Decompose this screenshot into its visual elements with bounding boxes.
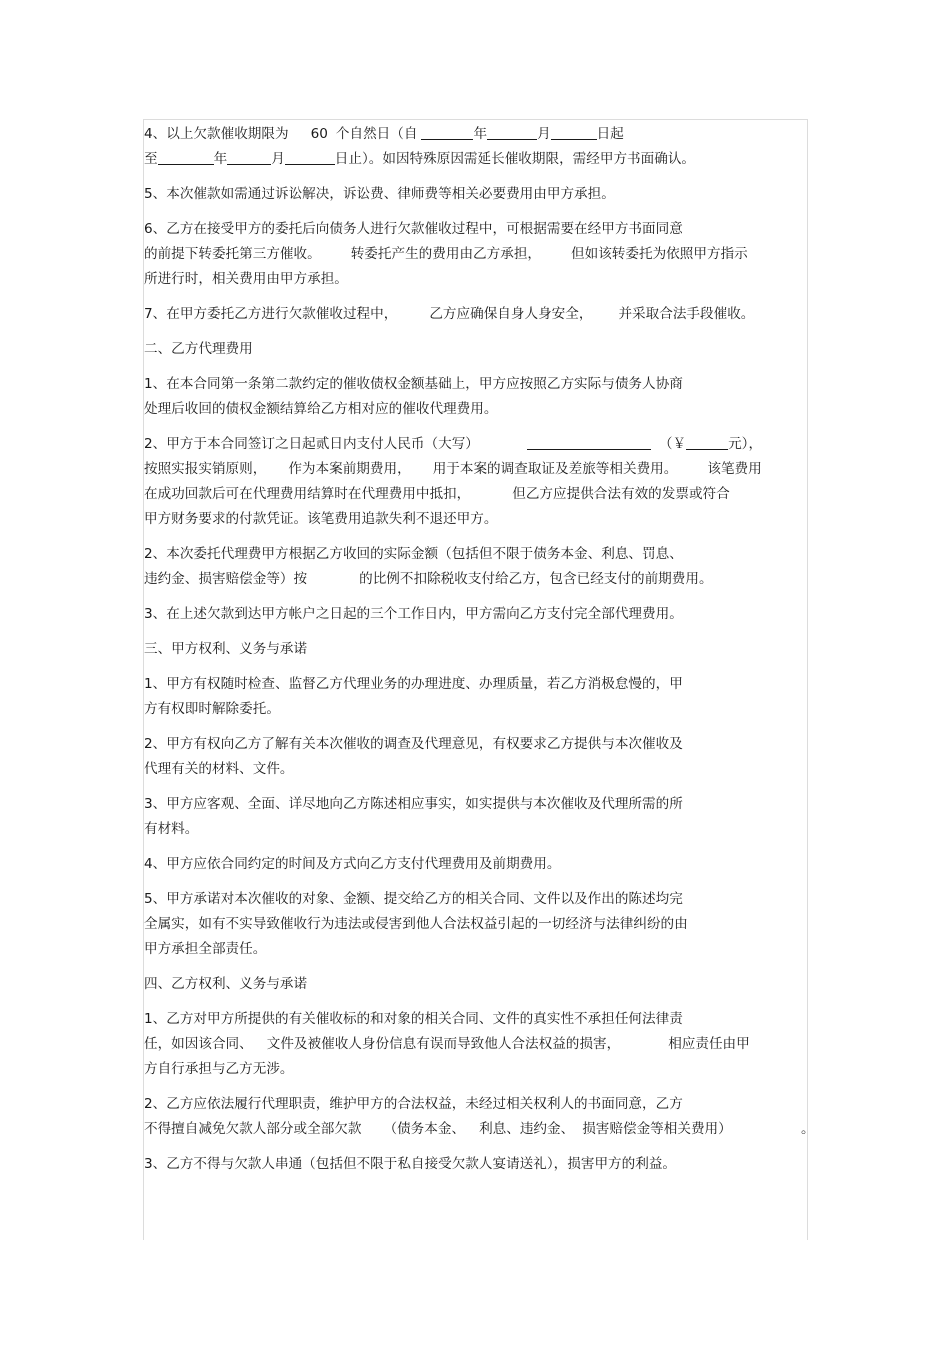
text-line: 至 年 月 日止）。如因特殊原因需延长催收期限，需经甲方书面确认。 — [144, 151, 696, 167]
text-line: 所进行时，相关费用由甲方承担。 — [144, 271, 348, 287]
clause-3-1 — [144, 672, 810, 722]
clause-2-2-prepaid — [144, 432, 810, 532]
section-heading-4 — [144, 972, 810, 997]
text-line: 1、甲方有权随时检查、监督乙方代理业务的办理进度、办理质量，若乙方消极怠慢的，甲 — [144, 676, 683, 692]
text-line: 方自行承担与乙方无涉。 — [144, 1061, 294, 1077]
text-line: 三、甲方权利、义务与承诺 — [144, 641, 308, 657]
blank-field — [227, 150, 271, 165]
text-line: 2、甲方有权向乙方了解有关本次催收的调查及代理意见，有权要求乙方提供与本次催收及 — [144, 736, 683, 752]
clause-2-1 — [144, 372, 810, 422]
text-line: 违约金、损害赔偿金等）按 的比例不扣除税收支付给乙方，包含已经支付的前期费用。 — [144, 571, 713, 587]
contract-page — [144, 122, 815, 1177]
blank-field — [686, 435, 728, 450]
text-line: 4、以上欠款催收期限为 60 个自然日（自 年 月 日起 — [144, 126, 624, 142]
text-line: 任，如因该合同、 文件及被催收人身份信息有误而导致他人合法权益的损害， 相应责任由甲 — [144, 1036, 750, 1052]
blank-field — [527, 435, 651, 450]
clause-3-2 — [144, 732, 810, 782]
clause-3-5 — [144, 887, 810, 962]
blank-field — [487, 125, 537, 140]
text-line: 按照实报实销原则， 作为本案前期费用， 用于本案的调查取证及差旅等相关费用。 该笔费用 — [144, 461, 762, 477]
text-line: 有材料。 — [144, 821, 199, 837]
text-line: 甲方财务要求的付款凭证。该笔费用追款失利不退还甲方。 — [144, 511, 498, 527]
text-line: 四、乙方权利、义务与承诺 — [144, 976, 308, 992]
text-line: 甲方承担全部责任。 — [144, 941, 267, 957]
text-line: 7、在甲方委托乙方进行欠款催收过程中， 乙方应确保自身人身安全， 并采取合法手段催收。 — [144, 306, 755, 322]
text-line: 3、甲方应客观、全面、详尽地向乙方陈述相应事实，如实提供与本次催收及代理所需的所 — [144, 796, 683, 812]
text-line: 3、在上述欠款到达甲方帐户之日起的三个工作日内，甲方需向乙方支付完全部代理费用。 — [144, 606, 683, 622]
text-line: 5、本次催款如需通过诉讼解决，诉讼费、律师费等相关必要费用由甲方承担。 — [144, 186, 615, 202]
clause-1-6 — [144, 217, 810, 292]
blank-field — [551, 125, 597, 140]
clause-1-5 — [144, 182, 810, 207]
text-line: 的前提下转委托第三方催收。 转委托产生的费用由乙方承担， 但如该转委托为依照甲方指示 — [144, 246, 748, 262]
clause-4-2 — [144, 1092, 815, 1142]
clause-4-1 — [144, 1007, 810, 1082]
text-line: 2、乙方应依法履行代理职责，维护甲方的合法权益，未经过相关权利人的书面同意，乙方 — [144, 1096, 683, 1112]
blank-field — [158, 150, 214, 165]
clause-4-3 — [144, 1152, 810, 1177]
text-line: 不得擅自减免欠款人部分或全部欠款 （债务本金、 利息、违约金、 损害赔偿金等相关费用） 。 — [144, 1121, 815, 1137]
text-line: 全属实，如有不实导致催收行为违法或侵害到他人合法权益引起的一切经济与法律纠纷的由 — [144, 916, 688, 932]
text-line: 6、乙方在接受甲方的委托后向债务人进行欠款催收过程中，可根据需要在经甲方书面同意 — [144, 221, 683, 237]
text-line: 2、甲方于本合同签订之日起贰日内支付人民币（大写） （￥ 元）， — [144, 436, 763, 452]
text-line: 在成功回款后可在代理费用结算时在代理费用中抵扣， 但乙方应提供合法有效的发票或符合 — [144, 486, 730, 502]
clause-2-2-commission — [144, 542, 810, 592]
text-line: 4、甲方应依合同约定的时间及方式向乙方支付代理费用及前期费用。 — [144, 856, 561, 872]
clause-1-4 — [144, 122, 810, 172]
clause-2-3 — [144, 602, 810, 627]
text-line: 5、甲方承诺对本次催收的对象、金额、提交给乙方的相关合同、文件以及作出的陈述均完 — [144, 891, 683, 907]
section-heading-2 — [144, 337, 810, 362]
text-line: 处理后收回的债权金额结算给乙方相对应的催收代理费用。 — [144, 401, 498, 417]
section-heading-3 — [144, 637, 810, 662]
text-line: 方有权即时解除委托。 — [144, 701, 280, 717]
clause-3-3 — [144, 792, 810, 842]
blank-field — [285, 150, 335, 165]
text-line: 3、乙方不得与欠款人串通（包括但不限于私自接受欠款人宴请送礼），损害甲方的利益。 — [144, 1156, 677, 1172]
text-line: 2、本次委托代理费甲方根据乙方收回的实际金额（包括但不限于债务本金、利息、罚息、 — [144, 546, 683, 562]
clause-3-4 — [144, 852, 810, 877]
text-line: 1、在本合同第一条第二款约定的催收债权金额基础上，甲方应按照乙方实际与债务人协商 — [144, 376, 683, 392]
text-line: 代理有关的材料、文件。 — [144, 761, 294, 777]
text-line: 二、乙方代理费用 — [144, 341, 253, 357]
text-line: 1、乙方对甲方所提供的有关催收标的和对象的相关合同、文件的真实性不承担任何法律责 — [144, 1011, 683, 1027]
blank-field — [421, 125, 473, 140]
clause-1-7 — [144, 302, 810, 327]
